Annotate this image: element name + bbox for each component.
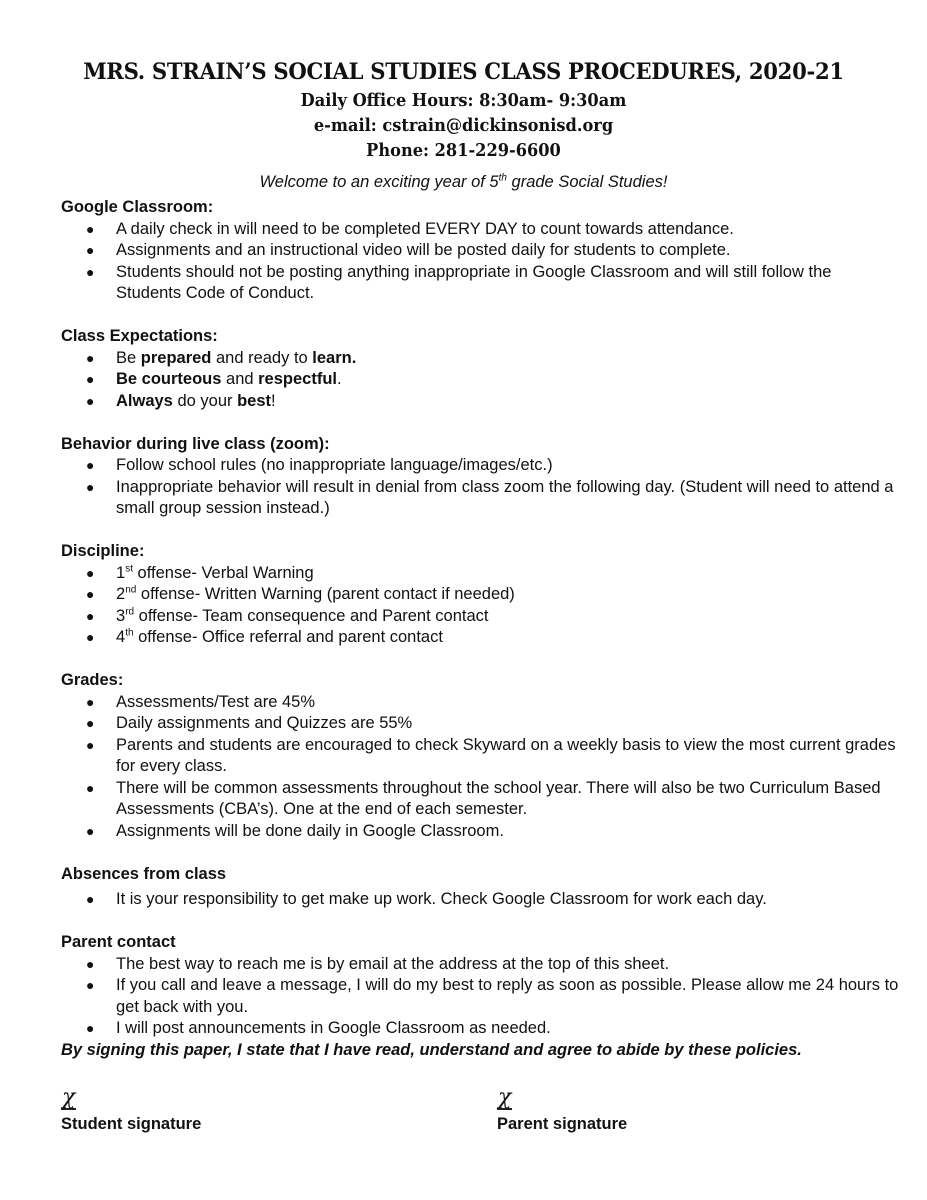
bullet-icon: ● xyxy=(86,715,95,731)
list-item-text: A daily check in will need to be completed EVERY DAY to count towards attendance. xyxy=(116,219,734,238)
section-behavior xyxy=(61,434,901,520)
list-item-text: Follow school rules (no inappropriate language/images/etc.) xyxy=(116,456,553,474)
list-item xyxy=(86,240,901,262)
bullet-icon: ● xyxy=(86,822,95,839)
bullet-list xyxy=(61,889,901,911)
list-item xyxy=(86,778,901,821)
office-hours: Daily Office Hours: 8:30am- 9:30am xyxy=(300,90,627,111)
list-item xyxy=(86,975,901,1018)
section-absences xyxy=(61,864,901,911)
bullet-icon: ● xyxy=(86,955,95,972)
list-item xyxy=(86,627,901,649)
section-grades xyxy=(61,670,901,842)
section-title: Parent contact xyxy=(61,933,176,951)
list-item xyxy=(86,477,901,520)
agreement-statement: By signing this paper, I state that I have read, understand and agree to abide by these policies. xyxy=(61,1040,802,1059)
bullet-icon: ● xyxy=(86,607,95,624)
bullet-icon: ● xyxy=(86,478,95,495)
list-item xyxy=(86,262,901,305)
section-google-classroom xyxy=(61,197,901,305)
list-item xyxy=(86,954,901,976)
offense-number: 1 xyxy=(116,563,126,582)
list-item xyxy=(86,563,901,585)
signature-mark-icon: χ xyxy=(498,1085,512,1110)
offense-number: 4 xyxy=(116,628,126,646)
bullet-list xyxy=(61,954,901,1040)
bullet-list xyxy=(61,563,901,649)
section-title: Behavior during live class (zoom): xyxy=(61,434,330,453)
bullet-icon: ● xyxy=(86,629,95,645)
ordinal-suffix: rd xyxy=(125,606,135,617)
text-run: do your xyxy=(172,391,238,410)
bullet-list xyxy=(61,219,901,305)
bullet-icon: ● xyxy=(86,586,95,602)
ordinal-suffix: st xyxy=(125,563,133,574)
list-item xyxy=(86,1018,901,1040)
list-item xyxy=(86,455,901,477)
offense-number: 3 xyxy=(116,606,126,625)
welcome-ordinal: th xyxy=(498,172,507,184)
bullet-icon: ● xyxy=(86,263,95,280)
text-run-bold: respectful xyxy=(258,370,337,388)
list-item-text: The best way to reach me is by email at the address at the top of this sheet. xyxy=(116,954,670,973)
text-run-bold: Be courteous xyxy=(116,370,222,388)
offense-number: 2 xyxy=(116,585,126,603)
email-line: e-mail: cstrain@dickinsonisd.org xyxy=(313,115,614,136)
text-run-bold: Always xyxy=(116,391,173,410)
list-item xyxy=(86,391,901,413)
text-run: and xyxy=(221,370,259,388)
bullet-icon: ● xyxy=(86,349,95,366)
list-item-text: offense- Verbal Warning xyxy=(132,563,314,582)
text-run-bold: best xyxy=(237,391,272,410)
bullet-icon: ● xyxy=(86,564,95,581)
document-header xyxy=(0,56,927,163)
text-run-bold: learn. xyxy=(312,348,357,367)
list-item-text: Assignments and an instructional video will be posted daily for students to complete. xyxy=(116,241,731,259)
bullet-icon: ● xyxy=(86,392,95,409)
section-class-expectations xyxy=(61,326,901,412)
text-run-bold: prepared xyxy=(140,348,212,367)
list-item-text: Students should not be posting anything inappropriate in Google Classroom and will still follow the Students Code of Conduct. xyxy=(116,262,832,302)
welcome-text-end: grade Social Studies! xyxy=(506,173,668,191)
section-parent-contact xyxy=(61,932,901,1040)
list-item xyxy=(86,348,901,370)
list-item-text: offense- Written Warning (parent contact if needed) xyxy=(136,585,515,603)
list-item-text: Parents and students are encouraged to check Skyward on a weekly basis to view the most current grades for every class. xyxy=(116,735,896,775)
list-item xyxy=(86,219,901,241)
text-run: and ready to xyxy=(211,348,313,367)
list-item-text: offense- Team consequence and Parent contact xyxy=(134,606,489,625)
bullet-icon: ● xyxy=(86,736,95,753)
section-title: Class Expectations: xyxy=(61,327,218,345)
section-title: Google Classroom: xyxy=(61,198,214,216)
bullet-icon: ● xyxy=(86,457,95,473)
bullet-icon: ● xyxy=(86,779,95,796)
bullet-list xyxy=(61,692,901,843)
list-item-text: Assignments will be done daily in Google Classroom. xyxy=(116,821,504,840)
bullet-icon: ● xyxy=(86,371,95,387)
document-title: MRS. STRAIN’S SOCIAL STUDIES CLASS PROCEDURES, 2020-21 xyxy=(83,59,844,85)
list-item xyxy=(86,821,901,843)
list-item xyxy=(86,692,901,714)
student-signature-block xyxy=(61,1085,202,1134)
text-run: Be xyxy=(116,348,141,367)
list-item-text: Inappropriate behavior will result in denial from class zoom the following day. (Student will need to attend a small group session instead.) xyxy=(116,477,894,517)
welcome-text-start: Welcome to an exciting year of 5 xyxy=(259,173,499,191)
bullet-icon: ● xyxy=(86,242,95,258)
section-title: Absences from class xyxy=(61,864,227,883)
list-item-text: It is your responsibility to get make up work. Check Google Classroom for work each day. xyxy=(116,890,767,908)
section-title: Discipline: xyxy=(61,542,145,560)
bullet-icon: ● xyxy=(86,1020,95,1036)
list-item xyxy=(86,735,901,778)
student-signature-label: Student signature xyxy=(61,1115,202,1133)
list-item-text: Daily assignments and Quizzes are 55% xyxy=(116,714,413,732)
bullet-icon: ● xyxy=(86,977,95,993)
list-item xyxy=(86,369,901,391)
list-item-text: There will be common assessments throughout the school year. There will also be two Curriculum Based Assessments (CBA’s). One at the end of each semester. xyxy=(116,778,881,818)
phone-line: Phone: 281-229-6600 xyxy=(366,140,561,161)
ordinal-suffix: nd xyxy=(125,584,137,596)
document-body xyxy=(61,197,901,1061)
parent-signature-label: Parent signature xyxy=(497,1115,628,1133)
bullet-icon: ● xyxy=(86,220,95,237)
section-title: Grades: xyxy=(61,671,124,689)
list-item xyxy=(86,606,901,628)
list-item xyxy=(86,713,901,735)
signature-mark-icon: χ xyxy=(62,1085,76,1110)
list-item-text: I will post announcements in Google Classroom as needed. xyxy=(116,1019,551,1037)
bullet-icon: ● xyxy=(86,693,95,710)
list-item-text: Assessments/Test are 45% xyxy=(116,692,315,711)
bullet-list xyxy=(61,348,901,413)
list-item xyxy=(86,584,901,606)
list-item-text: offense- Office referral and parent contact xyxy=(133,628,443,646)
bullet-icon: ● xyxy=(86,891,95,907)
section-discipline xyxy=(61,541,901,649)
list-item-text: If you call and leave a message, I will do my best to reply as soon as possible. Please allow me 24 hours to get back with you. xyxy=(116,976,899,1016)
parent-signature-block xyxy=(497,1085,628,1134)
welcome-message xyxy=(0,171,927,193)
text-run: ! xyxy=(271,391,276,410)
text-run: . xyxy=(337,370,342,388)
list-item xyxy=(86,889,901,911)
bullet-list xyxy=(61,455,901,520)
ordinal-suffix: th xyxy=(125,627,134,639)
